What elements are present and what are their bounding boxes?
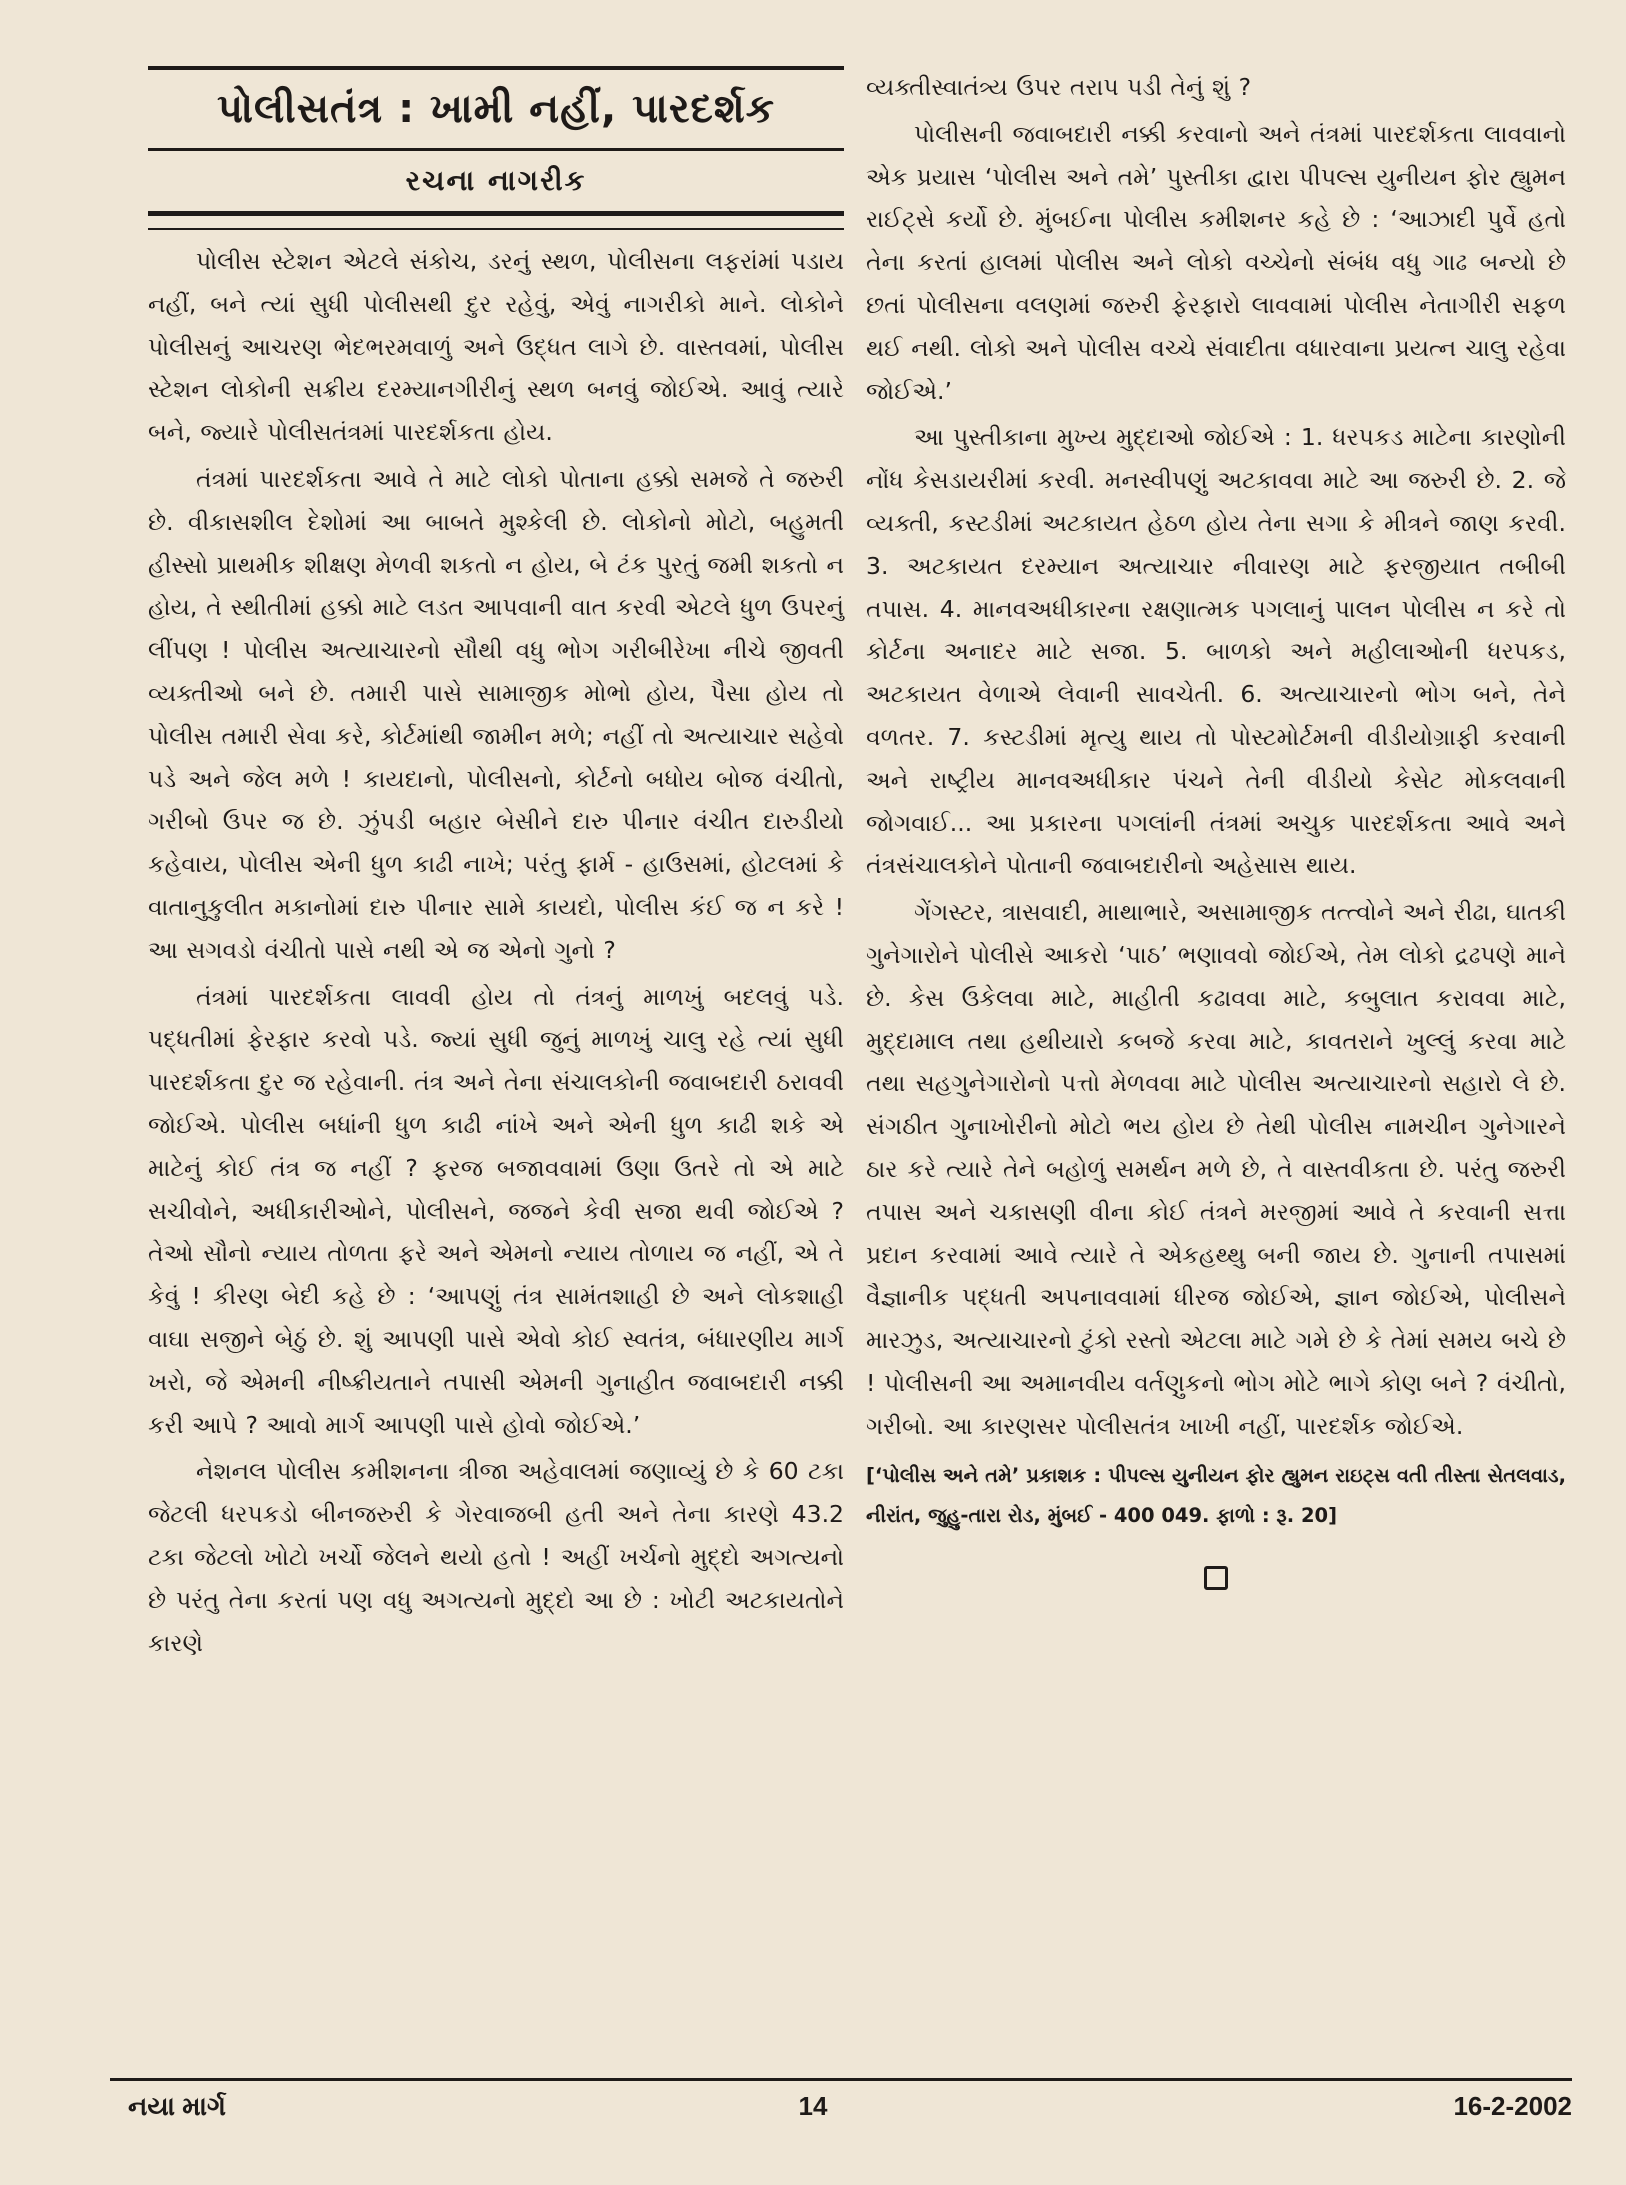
publication-name: નયા માર્ગ <box>128 2091 226 2121</box>
issue-date: 16-2-2002 <box>1453 2091 1572 2121</box>
end-of-article-box-icon <box>1204 1566 1228 1590</box>
title-top-rule <box>148 66 844 70</box>
page-number: 14 <box>798 2091 828 2121</box>
paragraph: નેશનલ પોલીસ કમીશનના ત્રીજા અહેવાલમાં જણાવ્યું છે કે 60 ટકા જેટલી ધરપકડો બીનજરુરી કે ગેરવાજબી હતી અને તેના કારણે 43.2 ટકા જેટલો ખોટો ખર્ચો જેલને થયો હતો ! અહીં ખર્ચનો મુદ્દો અગત્યનો છે પરંતુ તેના કરતાં પણ વધુ અગત્યનો મુદ્દો આ છે : ખોટી અટકાયતોને કારણે <box>148 1457 844 1657</box>
source-note: [‘પોલીસ અને તમે’ પ્રકાશક : પીપલ્સ યુનીયન ફોર હ્યુમન રાઇટ્સ વતી તીસ્તા સેતલવાડ, નીરાંત, જુહુ-તારા રોડ, મુંબઈ - 400 049. ફાળો : રૂ. 20] <box>866 1463 1566 1527</box>
author-byline: રચના નાગરીક <box>405 164 587 197</box>
paragraph: પોલીસ સ્ટેશન એટલે સંકોચ, ડરનું સ્થળ, પોલીસના લફરાંમાં પડાય નહીં, બને ત્યાં સુધી પોલીસથી દુર રહેવું, એવું નાગરીકો માને. લોકોને પોલીસનું આચરણ ભેદભરમવાળું અને ઉદ્ધત લાગે છે. વાસ્તવમાં, પોલીસ સ્ટેશન લોકોની સક્રીય દરમ્યાનગીરીનું સ્થળ બનવું જોઈએ. આવું ત્યારે બને, જ્યારે પોલીસતંત્રમાં પારદર્શકતા હોય. <box>148 247 844 447</box>
left-column <box>148 66 844 1664</box>
paragraph-continued: વ્યક્તીસ્વાતંત્ર્ય ઉપર તરાપ પડી તેનું શું ? <box>866 73 1252 101</box>
paragraph: પોલીસની જવાબદારી નક્કી કરવાનો અને તંત્રમાં પારદર્શકતા લાવવાનો એક પ્રયાસ ‘પોલીસ અને તમે’ પુસ્તીકા દ્વારા પીપલ્સ યુનીયન ફોર હ્યુમન રાઈટ્સે કર્યો છે. મુંબઈના પોલીસ કમીશનર કહે છે : ‘આઝાદી પુર્વે હતો તેના કરતાં હાલમાં પોલીસ અને લોકો વચ્ચેનો સંબંધ વધુ ગાઢ બન્યો છે છતાં પોલીસના વલણમાં જરુરી ફેરફારો લાવવામાં પોલીસ નેતાગીરી સફળ થઈ નથી. લોકો અને પોલીસ વચ્ચે સંવાદીતા વધારવાના પ્રયત્ન ચાલુ રહેવા જોઈએ.’ <box>866 119 1566 405</box>
paragraph: તંત્રમાં પારદર્શકતા આવે તે માટે લોકો પોતાના હક્કો સમજે તે જરુરી છે. વીકાસશીલ દેશોમાં આ બાબતે મુશ્કેલી છે. લોકોનો મોટો, બહુમતી હીસ્સો પ્રાથમીક શીક્ષણ મેળવી શકતો ન હોય, બે ટંક પુરતું જમી શકતો ન હોય, તે સ્થીતીમાં હક્કો માટે લડત આપવાની વાત કરવી એટલે ધુળ ઉપરનું લીંપણ ! પોલીસ અત્યાચારનો સૌથી વધુ ભોગ ગરીબીરેખા નીચે જીવતી વ્યક્તીઓ બને છે. તમારી પાસે સામાજીક મોભો હોય, પૈસા હોય તો પોલીસ તમારી સેવા કરે, કોર્ટમાંથી જામીન મળે; નહીં તો અત્યાચાર સહેવો પડે અને જેલ મળે ! કાયદાનો, પોલીસનો, કોર્ટનો બધોય બોજ વંચીતો, ગરીબો ઉપર જ છે. ઝુંપડી બહાર બેસીને દારુ પીનાર વંચીત દારુડીયો કહેવાય, પોલીસ એની ધુળ કાઢી નાખે; પરંતુ ફાર્મ - હાઉસમાં, હોટલમાં કે વાતાનુકુલીત મકાનોમાં દારુ પીનાર સામે કાયદો, પોલીસ કંઈ જ ન કરે ! આ સગવડો વંચીતો પાસે નથી એ જ એનો ગુનો ? <box>148 464 844 964</box>
byline-double-rule <box>148 211 844 230</box>
footer-rule <box>110 2078 1572 2081</box>
article-title: પોલીસતંત્ર : ખામી નહીં, પારદર્શક <box>217 86 775 132</box>
paragraph: ગેંગસ્ટર, ત્રાસવાદી, માથાભારે, અસામાજીક તત્ત્વોને અને રીઢા, ઘાતકી ગુનેગારોને પોલીસે આકરો ‘પાઠ’ ભણાવવો જોઈએ, તેમ લોકો દ્રઢપણે માને છે. કેસ ઉકેલવા માટે, માહીતી કઢાવવા માટે, કબુલાત કરાવવા માટે, મુદ્દામાલ તથા હથીયારો કબજે કરવા માટે, કાવતરાને ખુલ્લું કરવા માટે તથા સહગુનેગારોનો પત્તો મેળવવા માટે પોલીસ અત્યાચારનો સહારો લે છે. સંગઠીત ગુનાખોરીનો મોટો ભય હોય છે તેથી પોલીસ નામચીન ગુનેગારને ઠાર કરે ત્યારે તેને બહોળું સમર્થન મળે છે, તે વાસ્તવીકતા છે. પરંતુ જરુરી તપાસ અને ચકાસણી વીના કોઈ તંત્રને મરજીમાં આવે તે કરવાની સત્તા પ્રદાન કરવામાં આવે ત્યારે તે એકહથ્થુ બની જાય છે. ગુનાની તપાસમાં વૈજ્ઞાનીક પદ્ધતી અપનાવવામાં ધીરજ જોઈએ, જ્ઞાન જોઈએ, પોલીસને મારઝુડ, અત્યાચારનો ટુંકો રસ્તો એટલા માટે ગમે છે કે તેમાં સમય બચે છે ! પોલીસની આ અમાનવીય વર્તણુકનો ભોગ મોટે ભાગે કોણ બને ? વંચીતો, ગરીબો. આ કારણસર પોલીસતંત્ર ખાખી નહીં, પારદર્શક જોઈએ. <box>866 898 1566 1440</box>
right-column <box>866 66 1566 1590</box>
paragraph: આ પુસ્તીકાના મુખ્ય મુદ્દાઓ જોઈએ : 1. ધરપકડ માટેના કારણોની નોંધ કેસડાયરીમાં કરવી. મનસ્વીપણું અટકાવવા માટે આ જરુરી છે. 2. જે વ્યક્તી, કસ્ટડીમાં અટકાયત હેઠળ હોય તેના સગા કે મીત્રને જાણ કરવી. 3. અટકાયત દરમ્યાન અત્યાચાર નીવારણ માટે ફરજીયાત તબીબી તપાસ. 4. માનવઅધીકારના રક્ષણાત્મક પગલાનું પાલન પોલીસ ન કરે તો કોર્ટના અનાદર માટે સજા. 5. બાળકો અને મહીલાઓની ધરપકડ, અટકાયત વેળાએ લેવાની સાવચેતી. 6. અત્યાચારનો ભોગ બને, તેને વળતર. 7. કસ્ટડીમાં મૃત્યુ થાય તો પોસ્ટમોર્ટમની વીડીયોગ્રાફી કરવાની અને રાષ્ટ્રીય માનવઅધીકાર પંચને તેની વીડીયો કેસેટ મોકલવાની જોગવાઈ... આ પ્રકારના પગલાંની તંત્રમાં અચુક પારદર્શકતા આવે અને તંત્રસંચાલકોને પોતાની જવાબદારીનો અહેસાસ થાય. <box>866 423 1566 880</box>
paragraph: તંત્રમાં પારદર્શકતા લાવવી હોય તો તંત્રનું માળખું બદલવું પડે. પદ્ધતીમાં ફેરફાર કરવો પડે. જ્યાં સુધી જુનું માળખું ચાલુ રહે ત્યાં સુધી પારદર્શકતા દુર જ રહેવાની. તંત્ર અને તેના સંચાલકોની જવાબદારી ઠરાવવી જોઈએ. પોલીસ બધાંની ધુળ કાઢી નાંખે અને એની ધુળ કાઢી શકે એ માટેનું કોઈ તંત્ર જ નહીં ? ફરજ બજાવવામાં ઉણા ઉતરે તો એ માટે સચીવોને, અધીકારીઓને, પોલીસને, જજને કેવી સજા થવી જોઈએ ? તેઓ સૌનો ન્યાય તોળતા ફરે અને એમનો ન્યાય તોળાય જ નહીં, એ તે કેવું ! કીરણ બેદી કહે છે : ‘આપણું તંત્ર સામંતશાહી છે અને લોકશાહી વાઘા સજીને બેઠું છે. શું આપણી પાસે એવો કોઈ સ્વતંત્ર, બંધારણીય માર્ગ ખરો, જે એમની નીષ્ક્રીયતાને તપાસી એમની ગુનાહીત જવાબદારી નક્કી કરી આપે ? આવો માર્ગ આપણી પાસે હોવો જોઈએ.’ <box>148 982 844 1439</box>
